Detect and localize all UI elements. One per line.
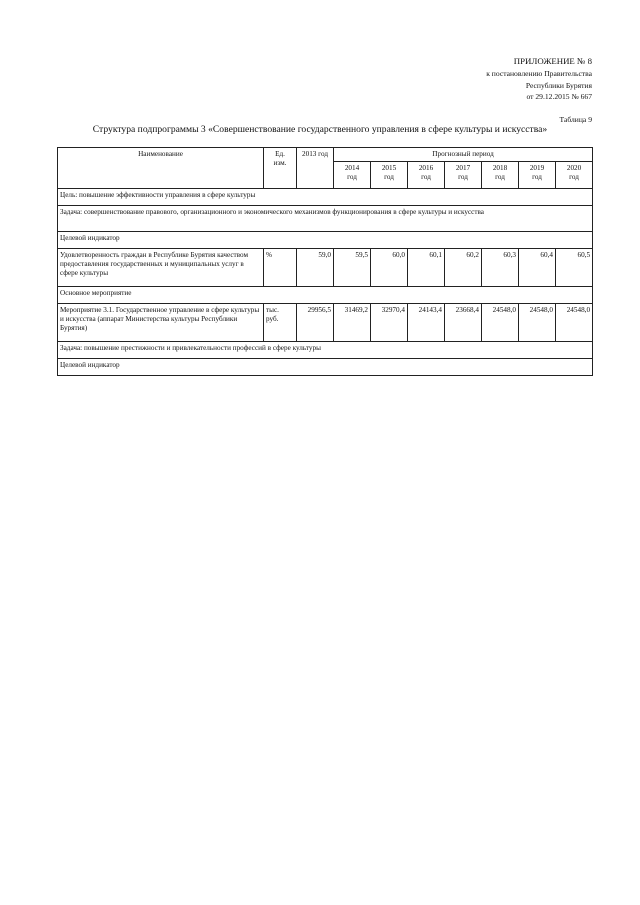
- indicator-name: Удовлетворенность граждан в Республике Бурятия качеством предоставления государственных и муниципальных услуг в сфере культуры: [58, 249, 264, 287]
- main-activity-row: [58, 287, 593, 304]
- year-value: 2018: [492, 164, 508, 172]
- task-cell: Задача: совершенствование правового, организационного и экономического механизмов функционирования в сфере культуры и искусства: [58, 206, 593, 232]
- task-row: [58, 206, 593, 232]
- value-cell: 60,2: [445, 249, 482, 287]
- appendix-date: от 29.12.2015 № 667: [526, 92, 592, 102]
- value-cell: 60,4: [519, 249, 556, 287]
- task-cell: Задача: повышение престижности и привлекательности профессий в сфере культуры: [58, 342, 593, 359]
- year-value: 2017: [455, 164, 471, 172]
- table-number: Таблица 9: [559, 115, 592, 124]
- value-cell: 31469,2: [334, 304, 371, 342]
- year-suffix: год: [458, 173, 468, 181]
- goal-row: [58, 189, 593, 206]
- indicator-row: [58, 249, 593, 287]
- appendix-block: [486, 56, 592, 103]
- year-cell: [371, 162, 408, 189]
- document-title: Структура подпрограммы 3 «Совершенствование государственного управления в сфере культуры и искусства»: [92, 124, 548, 135]
- value-cell: 32970,4: [371, 304, 408, 342]
- activity-unit-line: руб.: [266, 315, 279, 323]
- indicator-heading-cell: Целевой индикатор: [58, 359, 593, 376]
- value-cell: 29956,5: [297, 304, 334, 342]
- year-cell: [334, 162, 371, 189]
- value-cell: 60,1: [408, 249, 445, 287]
- value-cell: 59,5: [334, 249, 371, 287]
- value-cell: 59,0: [297, 249, 334, 287]
- year-value: 2019: [529, 164, 545, 172]
- main-activity-cell: Основное мероприятие: [58, 287, 593, 304]
- year-suffix: год: [495, 173, 505, 181]
- year-suffix: год: [384, 173, 394, 181]
- value-cell: 24548,0: [556, 304, 593, 342]
- value-cell: 23668,4: [445, 304, 482, 342]
- year-cell: [408, 162, 445, 189]
- indicator-heading-row: [58, 232, 593, 249]
- year-value: 2016: [418, 164, 434, 172]
- value-cell: 24548,0: [519, 304, 556, 342]
- activity-name: Мероприятие 3.1. Государственное управление в сфере культуры и искусства (аппарат Министерства культуры Республики Бурятия): [58, 304, 264, 342]
- indicator-heading-row: [58, 359, 593, 376]
- activity-unit-line: тыс.: [266, 306, 279, 314]
- value-cell: 24143,4: [408, 304, 445, 342]
- value-cell: 60,0: [371, 249, 408, 287]
- appendix-line: к постановлению Правительства: [486, 68, 592, 78]
- header-base-year: 2013 год: [297, 148, 334, 189]
- year-value: 2020: [566, 164, 582, 172]
- appendix-line: Республики Бурятия: [525, 80, 592, 90]
- appendix-title: ПРИЛОЖЕНИЕ № 8: [513, 56, 592, 66]
- header-unit-line: изм.: [273, 159, 287, 167]
- indicator-unit: %: [264, 249, 297, 287]
- header-row: [58, 148, 593, 162]
- year-suffix: год: [421, 173, 431, 181]
- goal-cell: Цель: повышение эффективности управления в сфере культуры: [58, 189, 593, 206]
- year-suffix: год: [532, 173, 542, 181]
- structure-table: [57, 147, 593, 376]
- indicator-heading-cell: Целевой индикатор: [58, 232, 593, 249]
- year-suffix: год: [347, 173, 357, 181]
- year-value: 2015: [381, 164, 397, 172]
- value-cell: 60,5: [556, 249, 593, 287]
- task-row: [58, 342, 593, 359]
- value-cell: 24548,0: [482, 304, 519, 342]
- activity-row: [58, 304, 593, 342]
- year-cell: [556, 162, 593, 189]
- header-name: Наименование: [58, 148, 264, 189]
- year-value: 2014: [344, 164, 360, 172]
- activity-unit: [264, 304, 297, 342]
- header-unit-line: Ед.: [275, 150, 285, 158]
- year-cell: [519, 162, 556, 189]
- year-cell: [482, 162, 519, 189]
- year-cell: [445, 162, 482, 189]
- value-cell: 60,3: [482, 249, 519, 287]
- header-forecast: Прогнозный период: [334, 148, 593, 162]
- year-suffix: год: [569, 173, 579, 181]
- header-unit: [264, 148, 297, 189]
